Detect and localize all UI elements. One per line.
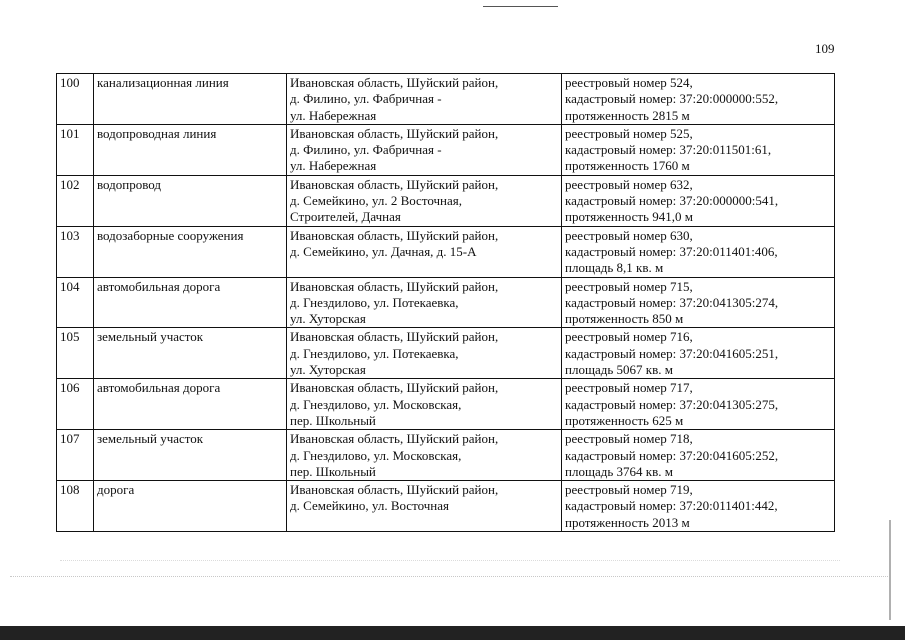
object-characteristics (562, 124, 835, 175)
object-characteristics (562, 277, 835, 328)
table-row (57, 226, 835, 277)
table-row (57, 379, 835, 430)
table-row (57, 124, 835, 175)
object-name: земельный участок (94, 430, 287, 481)
characteristic-line: протяженность 850 м (565, 311, 684, 327)
table-row (57, 74, 835, 125)
address-line: д. Гнездилово, ул. Потекаевка, (290, 345, 459, 361)
characteristic-line: кадастровый номер: 37:20:011401:442, (565, 498, 778, 514)
address-line: д. Гнездилово, ул. Московская, (290, 447, 462, 463)
address-line: Ивановская область, Шуйский район, (290, 176, 499, 192)
object-characteristics (562, 74, 835, 125)
characteristic-line: реестровый номер 632, (565, 176, 693, 192)
address-line: д. Семейкино, ул. Восточная (290, 498, 449, 514)
address-line: Ивановская область, Шуйский район, (290, 278, 499, 294)
characteristic-line: протяженность 2815 м (565, 107, 690, 123)
scan-edge-shadow (889, 520, 891, 620)
address-line: Ивановская область, Шуйский район, (290, 125, 499, 141)
characteristic-line: реестровый номер 717, (565, 380, 693, 396)
table-row (57, 175, 835, 226)
object-address (287, 124, 562, 175)
address-line: пер. Школьный (290, 463, 376, 479)
address-line: д. Семейкино, ул. Дачная, д. 15-А (290, 243, 477, 259)
row-number: 106 (57, 379, 94, 430)
address-line: Ивановская область, Шуйский район, (290, 431, 499, 447)
scan-artifact-line (60, 560, 840, 561)
object-characteristics (562, 226, 835, 277)
object-characteristics (562, 379, 835, 430)
object-address (287, 328, 562, 379)
address-line: Ивановская область, Шуйский район, (290, 227, 499, 243)
scan-bottom-edge (0, 626, 905, 640)
characteristic-line: реестровый номер 716, (565, 329, 693, 345)
address-line: д. Филино, ул. Фабричная - (290, 142, 442, 158)
table-row (57, 481, 835, 532)
row-number: 105 (57, 328, 94, 379)
address-line: ул. Набережная (290, 107, 377, 123)
object-name: автомобильная дорога (94, 277, 287, 328)
object-name: водопровод (94, 175, 287, 226)
object-name: водозаборные сооружения (94, 226, 287, 277)
object-name: дорога (94, 481, 287, 532)
characteristic-line: кадастровый номер: 37:20:041605:252, (565, 447, 779, 463)
address-line: д. Гнездилово, ул. Московская, (290, 396, 462, 412)
object-address (287, 226, 562, 277)
characteristic-line: кадастровый номер: 37:20:041605:251, (565, 345, 779, 361)
characteristic-line: кадастровый номер: 37:20:041305:274, (565, 294, 779, 310)
characteristic-line: реестровый номер 630, (565, 227, 693, 243)
row-number: 103 (57, 226, 94, 277)
address-line: ул. Хуторская (290, 311, 366, 327)
characteristic-line: площадь 8,1 кв. м (565, 260, 664, 276)
object-characteristics (562, 328, 835, 379)
object-address (287, 430, 562, 481)
address-line: ул. Набережная (290, 158, 377, 174)
registry-table-body (57, 74, 835, 532)
page-number: 109 (815, 41, 835, 56)
row-number: 102 (57, 175, 94, 226)
characteristic-line: реестровый номер 525, (565, 125, 693, 141)
address-line: ул. Хуторская (290, 362, 366, 378)
address-line: Строителей, Дачная (290, 209, 401, 225)
characteristic-line: протяженность 625 м (565, 412, 684, 428)
table-row (57, 277, 835, 328)
characteristic-line: кадастровый номер: 37:20:011501:61, (565, 142, 772, 158)
address-line: д. Филино, ул. Фабричная - (290, 91, 442, 107)
object-name: земельный участок (94, 328, 287, 379)
address-line: Ивановская область, Шуйский район, (290, 482, 499, 498)
object-address (287, 277, 562, 328)
row-number: 100 (57, 74, 94, 125)
object-name: канализационная линия (94, 74, 287, 125)
object-name: водопроводная линия (94, 124, 287, 175)
characteristic-line: площадь 5067 кв. м (565, 362, 673, 378)
characteristic-line: кадастровый номер: 37:20:011401:406, (565, 243, 778, 259)
characteristic-line: реестровый номер 524, (565, 75, 693, 90)
characteristic-line: реестровый номер 718, (565, 431, 693, 447)
object-characteristics (562, 481, 835, 532)
address-line: Ивановская область, Шуйский район, (290, 329, 499, 345)
characteristic-line: реестровый номер 719, (565, 482, 693, 498)
scan-artifact-line (10, 576, 890, 577)
object-address (287, 379, 562, 430)
property-registry-table (56, 73, 835, 532)
object-characteristics (562, 430, 835, 481)
characteristic-line: площадь 3764 кв. м (565, 463, 673, 479)
object-address (287, 175, 562, 226)
address-line: Ивановская область, Шуйский район, (290, 75, 499, 90)
characteristic-line: реестровый номер 715, (565, 278, 693, 294)
characteristic-line: кадастровый номер: 37:20:000000:552, (565, 91, 779, 107)
row-number: 104 (57, 277, 94, 328)
row-number: 101 (57, 124, 94, 175)
characteristic-line: протяженность 941,0 м (565, 209, 693, 225)
address-line: Ивановская область, Шуйский район, (290, 380, 499, 396)
row-number: 108 (57, 481, 94, 532)
characteristic-line: протяженность 1760 м (565, 158, 690, 174)
table-row (57, 430, 835, 481)
object-name: автомобильная дорога (94, 379, 287, 430)
row-number: 107 (57, 430, 94, 481)
object-characteristics (562, 175, 835, 226)
table-row (57, 328, 835, 379)
scan-top-mark (483, 6, 558, 7)
characteristic-line: кадастровый номер: 37:20:041305:275, (565, 396, 779, 412)
address-line: д. Гнездилово, ул. Потекаевка, (290, 294, 459, 310)
object-address (287, 74, 562, 125)
characteristic-line: кадастровый номер: 37:20:000000:541, (565, 193, 779, 209)
characteristic-line: протяженность 2013 м (565, 514, 690, 530)
object-address (287, 481, 562, 532)
address-line: пер. Школьный (290, 412, 376, 428)
address-line: д. Семейкино, ул. 2 Восточная, (290, 193, 462, 209)
